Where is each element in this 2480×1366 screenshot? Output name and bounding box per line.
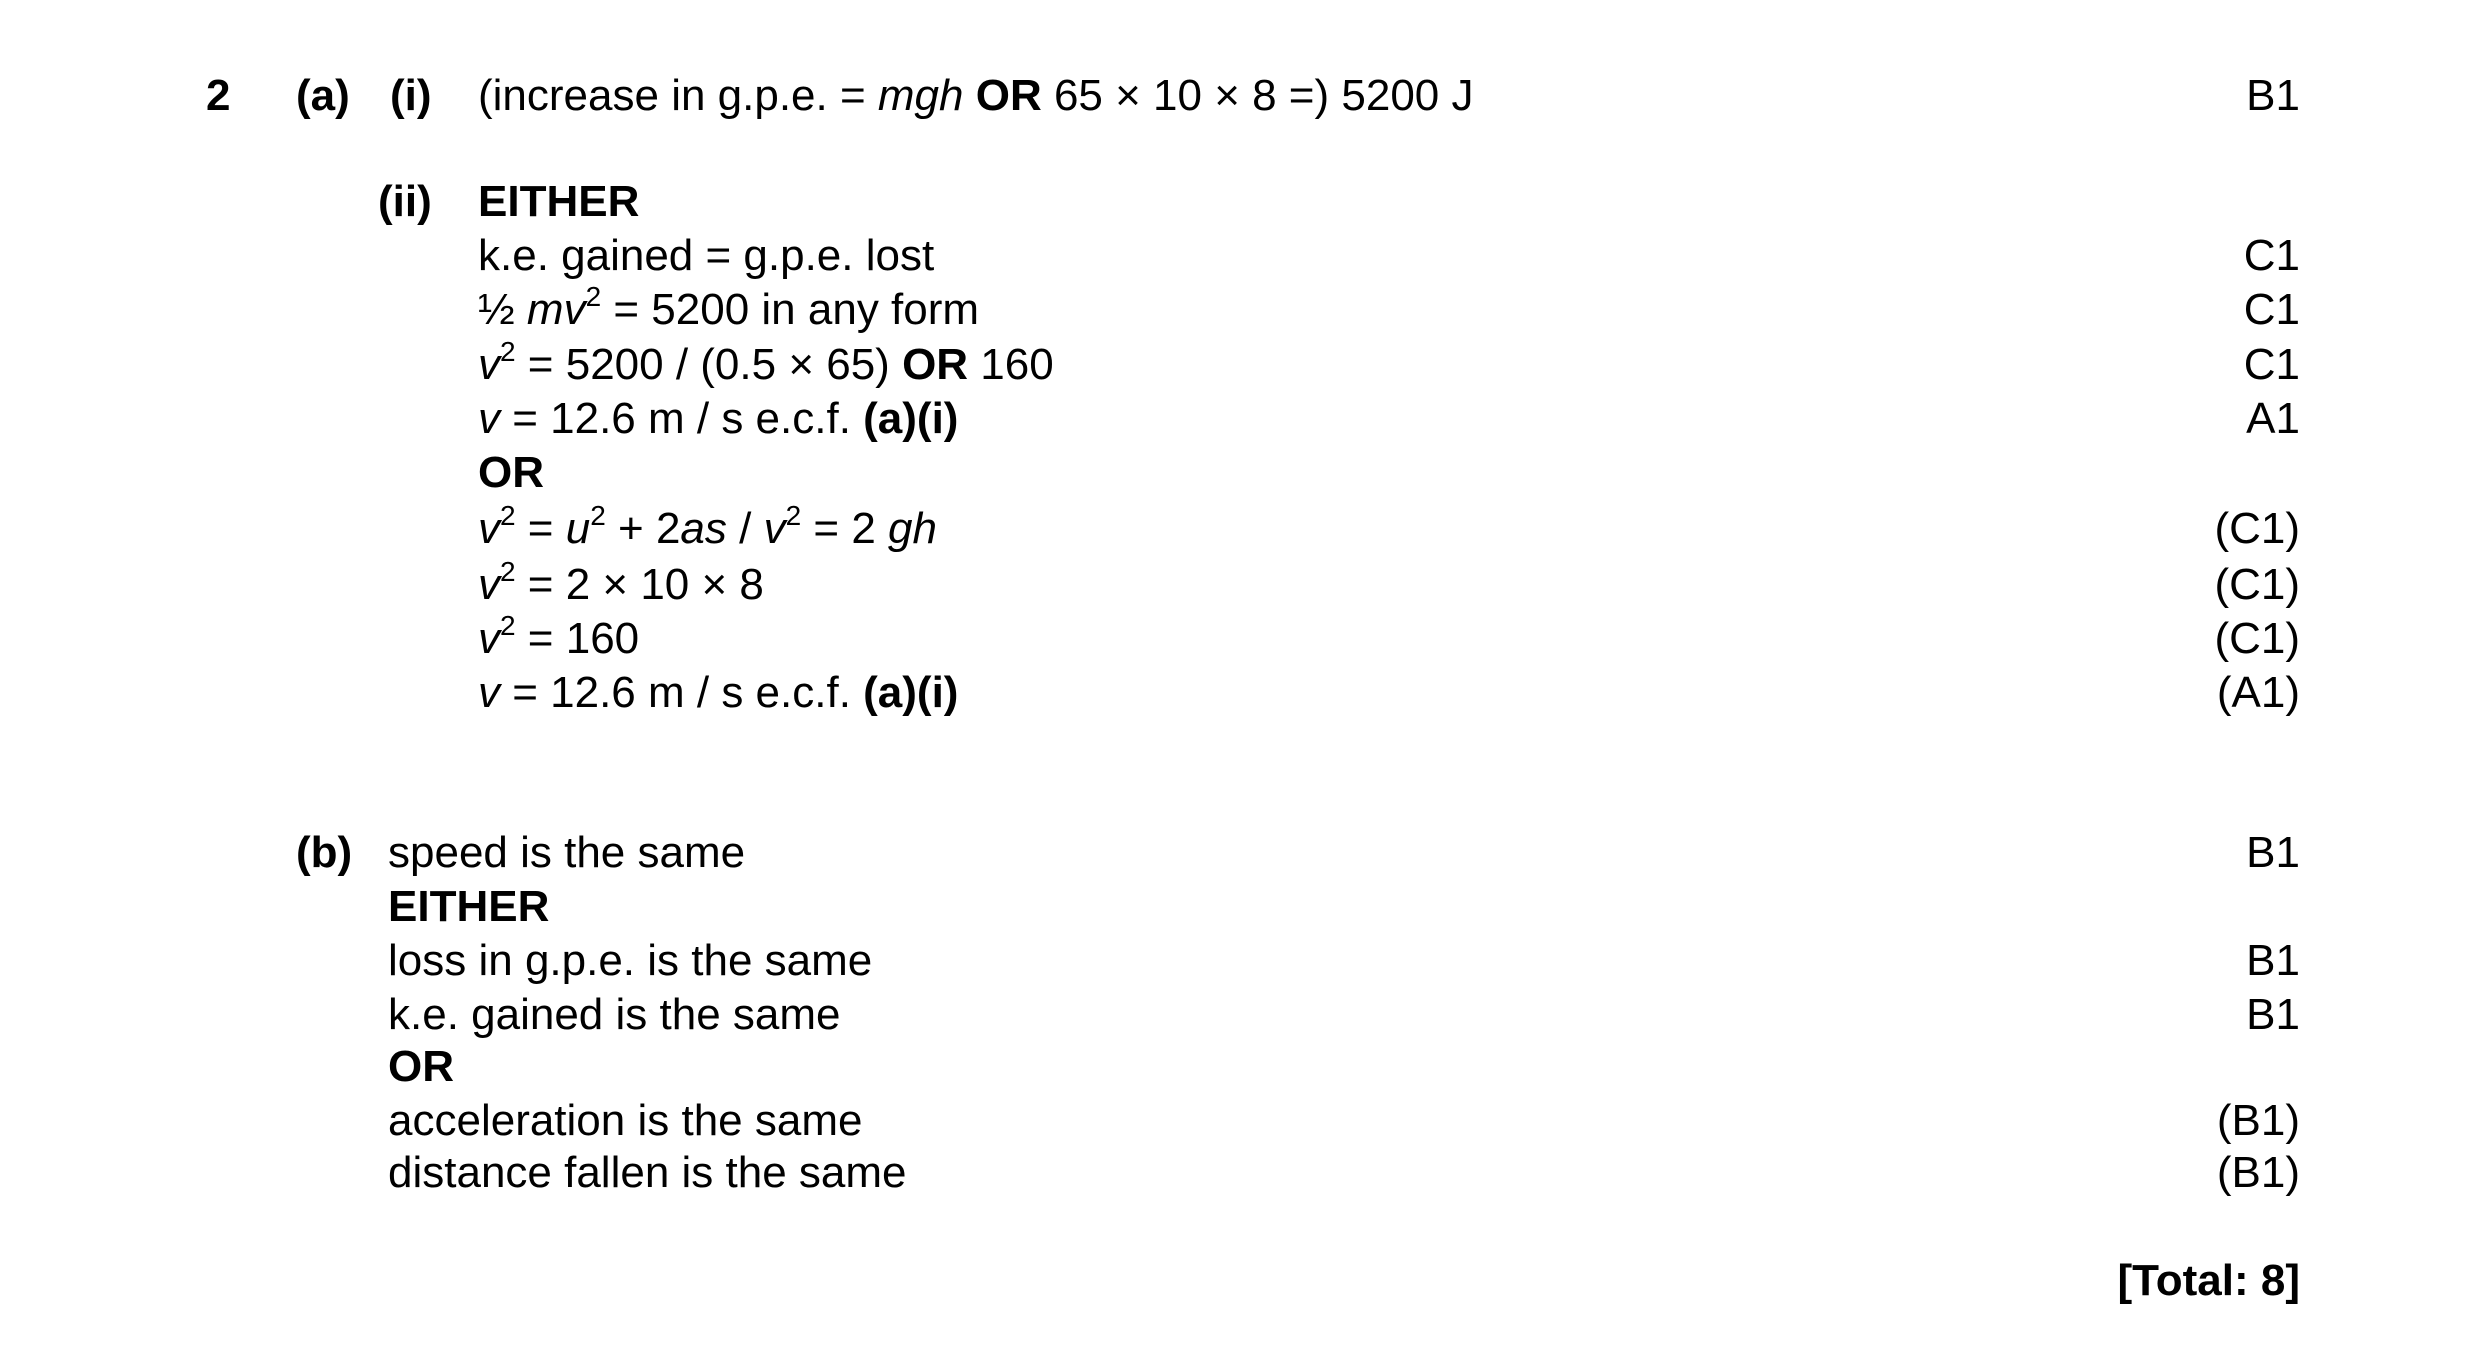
answer-a-ii-line-5 bbox=[478, 502, 937, 556]
answer-a-ii-line-2 bbox=[478, 283, 979, 337]
text: ½ bbox=[478, 285, 527, 334]
answer-a-ii-line-8 bbox=[478, 666, 958, 720]
ecf-reference: (a)(i) bbox=[863, 668, 959, 717]
text: = bbox=[515, 504, 566, 553]
mark-a-ii-line-2: C1 bbox=[2243, 285, 2300, 334]
text-italic: v bbox=[478, 668, 500, 717]
part-a-label: (a) bbox=[296, 71, 350, 120]
answer-b-line-1: speed is the same bbox=[388, 828, 746, 877]
text: 160 bbox=[968, 340, 1054, 389]
question-number: 2 bbox=[206, 71, 231, 120]
superscript: 2 bbox=[585, 281, 602, 312]
answer-b-line-5: distance fallen is the same bbox=[388, 1148, 907, 1197]
answer-a-ii-line-3 bbox=[478, 338, 1054, 392]
either-keyword: EITHER bbox=[478, 177, 640, 226]
text: (increase in g.p.e. = bbox=[478, 71, 878, 120]
text: = 5200 / (0.5 × 65) bbox=[515, 340, 903, 389]
mark-a-ii-line-8: (A1) bbox=[2216, 668, 2300, 717]
mark-a-ii-line-1: C1 bbox=[2243, 231, 2300, 280]
answer-a-i bbox=[478, 69, 1474, 123]
text-italic: mgh bbox=[877, 71, 964, 120]
mark-b-line-3: B1 bbox=[2246, 990, 2300, 1039]
superscript: 2 bbox=[590, 500, 606, 531]
mark-a-ii-line-5: (C1) bbox=[2214, 504, 2300, 553]
answer-b-line-3: k.e. gained is the same bbox=[388, 990, 841, 1039]
or-keyword: OR bbox=[478, 448, 544, 497]
sub-i-label: (i) bbox=[390, 71, 432, 120]
or-keyword: OR bbox=[975, 71, 1042, 120]
or-keyword: OR bbox=[902, 340, 969, 389]
or-keyword: OR bbox=[388, 1042, 454, 1091]
answer-b-line-2: loss in g.p.e. is the same bbox=[388, 936, 873, 985]
text-italic: as bbox=[680, 504, 727, 553]
text: = 12.6 m / s e.c.f. bbox=[500, 668, 864, 717]
text-italic: v bbox=[478, 394, 500, 443]
text-italic: v bbox=[478, 560, 500, 609]
answer-a-ii-line-4 bbox=[478, 392, 958, 446]
superscript: 2 bbox=[500, 500, 516, 531]
sub-ii-label: (ii) bbox=[378, 177, 432, 226]
text: / bbox=[726, 504, 764, 553]
superscript: 2 bbox=[785, 500, 802, 531]
mark-b-line-1: B1 bbox=[2246, 828, 2300, 877]
text-italic: v bbox=[478, 504, 500, 553]
text-italic: v bbox=[478, 340, 500, 389]
text: + 2 bbox=[605, 504, 681, 553]
text-italic: u bbox=[565, 504, 591, 553]
mark-a-ii-line-6: (C1) bbox=[2214, 560, 2300, 609]
superscript: 2 bbox=[500, 556, 516, 587]
mark-a-i: B1 bbox=[2246, 71, 2300, 120]
mark-b-line-2: B1 bbox=[2246, 936, 2300, 985]
part-b-label: (b) bbox=[296, 828, 353, 877]
total-marks: [Total: 8] bbox=[2117, 1256, 2300, 1305]
either-keyword: EITHER bbox=[388, 882, 550, 931]
mark-a-ii-line-7: (C1) bbox=[2214, 614, 2300, 663]
ecf-reference: (a)(i) bbox=[863, 394, 959, 443]
answer-a-ii-line-6 bbox=[478, 558, 764, 612]
superscript: 2 bbox=[500, 610, 516, 641]
text: = 5200 in any form bbox=[601, 285, 980, 334]
text: = 2 bbox=[801, 504, 889, 553]
text-italic: mv bbox=[526, 285, 586, 334]
text: = 2 × 10 × 8 bbox=[515, 560, 764, 609]
text-italic: gh bbox=[888, 504, 937, 553]
mark-b-line-5: (B1) bbox=[2216, 1148, 2300, 1197]
text: 65 × 10 × 8 =) 5200 J bbox=[1041, 71, 1474, 120]
answer-a-ii-line-7 bbox=[478, 612, 639, 666]
answer-a-ii-line-1: k.e. gained = g.p.e. lost bbox=[478, 231, 935, 280]
text-italic: v bbox=[763, 504, 786, 553]
text: = 12.6 m / s e.c.f. bbox=[500, 394, 864, 443]
superscript: 2 bbox=[500, 336, 516, 367]
mark-b-line-4: (B1) bbox=[2216, 1096, 2300, 1145]
text-italic: v bbox=[478, 614, 500, 663]
mark-a-ii-line-3: C1 bbox=[2243, 340, 2300, 389]
text: = 160 bbox=[515, 614, 640, 663]
mark-a-ii-line-4: A1 bbox=[2246, 394, 2300, 443]
answer-b-line-4: acceleration is the same bbox=[388, 1096, 863, 1145]
